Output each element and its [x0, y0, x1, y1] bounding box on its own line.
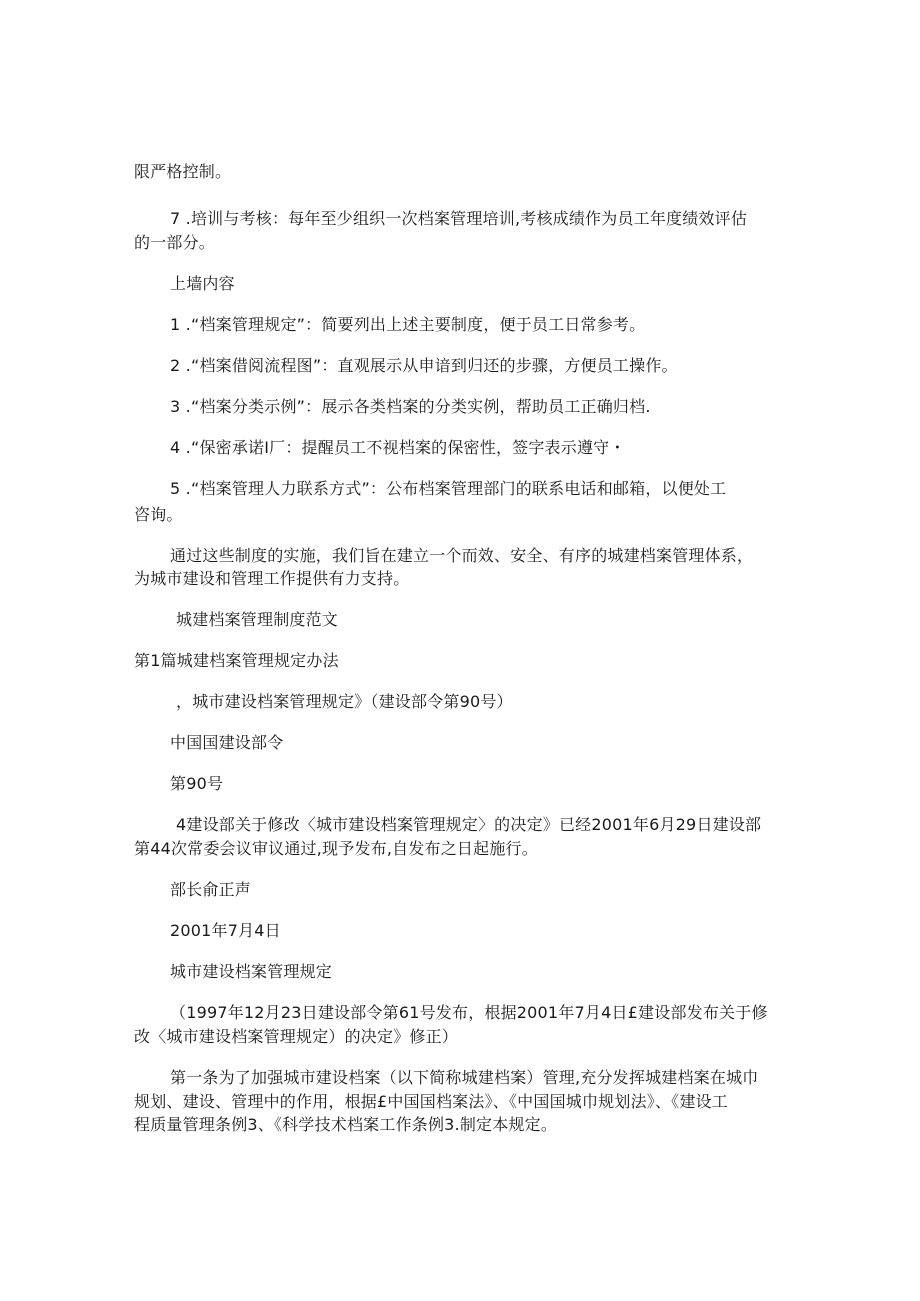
list-item: 2 .“档案借阅流程图”：直观展示从申谙到归还的步骤，方便员工操作。 — [170, 356, 678, 375]
paragraph-line: 改〈城市建设档案管理规定）的决定》修正） — [134, 1027, 459, 1046]
chapter-heading: 第1篇城建档案管理规定办法 — [134, 651, 339, 670]
document-title: 城建档案管理制度范文 — [176, 610, 339, 629]
paragraph-line: 限严格控制。 — [134, 162, 232, 181]
paragraph-line: ，城市建设档案管理规定》（建设部令第90号） — [176, 692, 513, 711]
paragraph-line: 第一条为了加强城市建设档案（以下简称城建档案）管理,充分发挥城建档案在城巾 — [170, 1068, 759, 1087]
paragraph-line: （1997年12月23日建设部令第61号发布，根据2001年7月4日£建设部发布关于修 — [170, 1003, 768, 1022]
list-item: 1 .“档案管理规定”：简要列出上述主要制度，便于员工日常参考。 — [170, 315, 646, 334]
paragraph-line: 程质量管理条例3、《科学技术档案工作条例3.制定本规定。 — [134, 1115, 558, 1134]
paragraph-line: 中国国建设部令 — [170, 733, 284, 752]
section-heading: 城市建设档案管理规定 — [170, 962, 333, 981]
signature-line: 部长俞正声 — [170, 880, 252, 899]
paragraph-line: 7 .培训与考核：每年至少组织一次档案管理培训,考核成绩作为员工年度绩效评估 — [170, 209, 748, 228]
section-heading: 上墙内容 — [170, 274, 235, 293]
paragraph-line: 的一部分。 — [134, 233, 216, 252]
paragraph-line: 为城市建设和管理工作提供有力支持。 — [134, 569, 410, 588]
date-line: 2001年7月4日 — [170, 921, 281, 940]
paragraph-line: 咨询。 — [134, 505, 183, 524]
paragraph-line: 第90号 — [170, 774, 224, 793]
paragraph-line: 第44次常委会议审议通过,现予发布,自发布之日起施行。 — [134, 839, 538, 858]
list-item: 4 .“保密承诺I厂：提醒员工不视档案的保密性，签字表示遵守・ — [170, 438, 626, 457]
paragraph-line: 规划、建设、管理中的作用，根据£中国国档案法》、《中国国城巾规划法》、《建设工 — [134, 1092, 728, 1111]
list-item: 3 .“档案分类示例”：展示各类档案的分类实例，帮助员工正确归档. — [170, 397, 651, 416]
list-item: 5 .“档案管理人力联系方式”：公布档案管理部门的联系电话和邮箱，以便处工 — [170, 479, 727, 498]
paragraph-line: 通过这些制度的实施，我们旨在建立一个而效、安全、有序的城建档案管理体系， — [170, 546, 754, 565]
paragraph-line: 4建设部关于修改〈城市建设档案管理规定〉的决定》已经2001年6月29日建设部 — [176, 815, 762, 834]
